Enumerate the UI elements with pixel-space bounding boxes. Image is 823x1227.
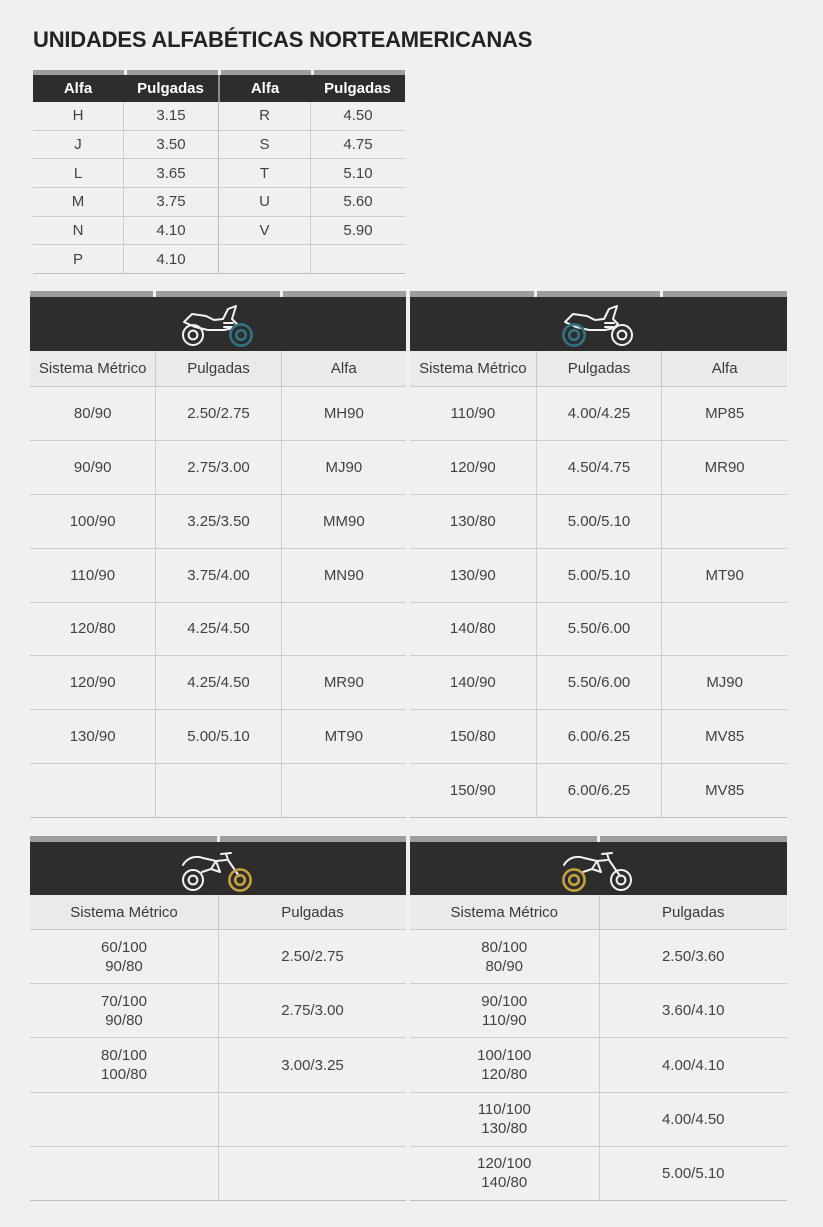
table-row: [410, 709, 787, 763]
table-row: [33, 187, 405, 216]
table-row: [30, 494, 406, 548]
icon-band: [410, 842, 787, 895]
table-row: [30, 1092, 406, 1146]
street-table-subheader: [410, 351, 787, 387]
alpha-code-cell: [661, 495, 787, 548]
table-row: [33, 102, 405, 130]
inches-size-cell: 4.50/4.75: [536, 441, 662, 494]
table-row: [30, 709, 406, 763]
inches-size-cell: [218, 1093, 406, 1146]
column-header: Pulgadas: [218, 895, 406, 929]
metric-size-line: 130/80: [481, 1120, 528, 1138]
metric-size-cell: [30, 764, 155, 817]
table-row: [30, 930, 406, 983]
alpha-code-cell: MR90: [281, 656, 406, 709]
alpha-cell: P: [72, 250, 83, 268]
inches-size-cell: 6.00/6.25: [536, 710, 662, 763]
column-header: Pulgadas: [137, 80, 204, 97]
metric-size-cell: [30, 984, 218, 1037]
alpha-code-cell: MH90: [281, 387, 406, 440]
inches-size-cell: 3.00/3.25: [218, 1038, 406, 1091]
offroad-table-subheader: [30, 895, 406, 930]
alpha-cell: N: [72, 222, 84, 240]
inches-size-cell: 5.00/5.10: [155, 710, 280, 763]
sport-motorcycle-rear-wheel-icon: [559, 301, 639, 347]
table-row: [30, 1146, 406, 1200]
street-table-body: [30, 387, 406, 818]
offroad-table-body: [30, 930, 406, 1201]
metric-size-cell: 140/90: [449, 674, 496, 692]
inches-size-cell: 5.00/5.10: [599, 1147, 788, 1200]
column-header: Sistema Métrico: [450, 903, 559, 921]
metric-size-cell: 130/90: [69, 728, 116, 746]
column-header: Sistema Métrico: [38, 360, 147, 377]
table-row: [33, 130, 405, 159]
alpha-code-cell: MJ90: [281, 441, 406, 494]
street-table-body: [410, 387, 787, 818]
metric-size-cell: 130/80: [449, 512, 496, 530]
metric-size-cell: 150/90: [449, 782, 496, 800]
metric-size-line: 100/100: [477, 1047, 532, 1064]
table-row: [410, 930, 787, 983]
alpha-cell: T: [218, 159, 310, 187]
table-row: [33, 244, 405, 273]
page-title: UNIDADES ALFABÉTICAS NORTEAMERICANAS: [33, 27, 533, 52]
metric-size-cell: 130/90: [449, 566, 496, 584]
inches-cell: 3.15: [123, 102, 218, 130]
offroad-table-body: [410, 930, 787, 1201]
alpha-cell: R: [218, 102, 310, 130]
table-row: [30, 548, 406, 602]
metric-size-line: 90/80: [105, 1011, 143, 1029]
column-header: Pulgadas: [155, 351, 280, 386]
table-row: [30, 387, 406, 440]
metric-size-line: 120/80: [481, 1066, 528, 1083]
table-row: [30, 440, 406, 494]
table-row: [33, 216, 405, 245]
metric-size-cell: 120/90: [449, 458, 496, 476]
table-row: [410, 387, 787, 440]
column-header: Alfa: [661, 351, 787, 386]
alpha-code-cell: [281, 603, 406, 656]
alpha-table-header: [33, 75, 405, 102]
inches-size-cell: 2.75/3.00: [218, 984, 406, 1037]
column-header: Sistema Métrico: [70, 903, 178, 921]
inches-size-cell: 5.50/6.00: [536, 656, 662, 709]
metric-size-cell: 140/80: [449, 620, 496, 638]
metric-size-cell: [30, 1147, 218, 1200]
icon-band: [30, 842, 406, 895]
metric-size-line: 90/100: [481, 992, 528, 1010]
inches-cell: 4.75: [310, 131, 405, 159]
inches-cell: 5.60: [310, 188, 405, 216]
metric-size-line: 70/100: [101, 992, 147, 1010]
table-row: [410, 548, 787, 602]
alpha-code-cell: MT90: [281, 710, 406, 763]
inches-size-cell: 2.50/2.75: [155, 387, 280, 440]
metric-size-line: 120/100: [477, 1155, 532, 1173]
table-row: [410, 1037, 787, 1091]
table-row: [30, 763, 406, 817]
metric-size-cell: 100/90: [69, 512, 116, 530]
metric-size-cell: 90/90: [73, 458, 112, 476]
inches-cell: 5.90: [310, 217, 405, 245]
inches-size-cell: 6.00/6.25: [536, 764, 662, 817]
metric-size-cell: 150/80: [449, 728, 496, 746]
alpha-cell: J: [74, 136, 82, 153]
inches-size-cell: 5.50/6.00: [536, 603, 662, 656]
metric-size-cell: [30, 1093, 218, 1146]
inches-size-cell: 4.25/4.50: [155, 656, 280, 709]
alpha-cell: H: [72, 107, 84, 125]
alpha-units-table: [33, 70, 405, 274]
column-header: Alfa: [281, 351, 406, 386]
inches-cell: [310, 245, 405, 273]
metric-size-cell: [410, 984, 599, 1037]
inches-cell: 3.75: [123, 188, 218, 216]
table-row: [30, 983, 406, 1037]
alpha-code-cell: [281, 764, 406, 817]
inches-size-cell: 4.00/4.10: [599, 1038, 788, 1091]
icon-band: [30, 297, 406, 351]
alpha-code-cell: [661, 603, 787, 656]
inches-size-cell: 2.50/2.75: [218, 930, 406, 983]
metric-size-cell: 110/90: [70, 566, 116, 584]
column-header: Pulgadas: [536, 351, 662, 386]
alpha-code-cell: MJ90: [661, 656, 787, 709]
table-row: [33, 158, 405, 187]
metric-size-line: 60/100: [101, 938, 147, 956]
inches-size-cell: 3.75/4.00: [155, 549, 280, 602]
inches-cell: 3.65: [123, 159, 218, 187]
inches-cell: 4.10: [123, 217, 218, 245]
table-row: [410, 1092, 787, 1146]
alpha-code-cell: MP85: [661, 387, 787, 440]
inches-size-cell: 4.25/4.50: [155, 603, 280, 656]
metric-size-cell: 80/90: [73, 404, 112, 422]
table-row: [410, 1146, 787, 1200]
table-top-strip: [30, 291, 406, 297]
inches-size-cell: 5.00/5.10: [536, 495, 662, 548]
metric-size-cell: [410, 1093, 599, 1146]
table-row: [410, 602, 787, 656]
street-tire-tables: [30, 291, 823, 818]
alpha-code-cell: MM90: [281, 495, 406, 548]
inches-size-cell: [155, 764, 280, 817]
metric-size-cell: [410, 930, 599, 983]
inches-cell: 3.50: [123, 131, 218, 159]
alpha-code-cell: MN90: [281, 549, 406, 602]
inches-size-cell: [218, 1147, 406, 1200]
street-table-subheader: [30, 351, 406, 387]
metric-size-line: 110/100: [477, 1101, 531, 1119]
table-row: [30, 602, 406, 656]
sport-motorcycle-front-wheel-icon: [178, 301, 258, 347]
offroad-front-tire-table: [30, 836, 406, 1201]
inches-cell: 4.50: [310, 102, 405, 130]
column-header: Pulgadas: [324, 80, 391, 97]
inches-size-cell: 3.25/3.50: [155, 495, 280, 548]
table-row: [410, 494, 787, 548]
offroad-rear-tire-table: [410, 836, 787, 1201]
table-row: [30, 1037, 406, 1091]
alpha-cell: V: [218, 217, 310, 245]
alpha-cell: L: [73, 164, 83, 182]
inches-size-cell: 3.60/4.10: [599, 984, 788, 1037]
inches-cell: 5.10: [310, 159, 405, 187]
metric-size-line: 80/90: [485, 957, 524, 975]
table-row: [410, 440, 787, 494]
street-front-tire-table: [30, 291, 406, 818]
column-header: Alfa: [218, 75, 310, 102]
metric-size-cell: [410, 1147, 599, 1200]
metric-size-line: 100/80: [101, 1066, 147, 1083]
metric-size-line: 80/100: [101, 1047, 147, 1064]
table-row: [410, 983, 787, 1037]
offroad-tire-tables: [30, 836, 823, 1201]
table-row: [410, 655, 787, 709]
dirt-motorcycle-rear-wheel-icon: [559, 846, 639, 892]
metric-size-cell: 120/90: [69, 674, 116, 692]
alpha-code-cell: MV85: [661, 710, 787, 763]
dirt-motorcycle-front-wheel-icon: [178, 846, 258, 892]
column-header: Alfa: [63, 80, 93, 97]
icon-band: [410, 297, 787, 351]
alpha-code-cell: MT90: [661, 549, 787, 602]
metric-size-line: 110/90: [481, 1011, 527, 1029]
table-row: [30, 655, 406, 709]
inches-size-cell: 2.75/3.00: [155, 441, 280, 494]
alpha-code-cell: MV85: [661, 764, 787, 817]
inches-cell: 4.10: [123, 245, 218, 273]
column-header: Sistema Métrico: [419, 360, 527, 377]
metric-size-line: 90/80: [105, 957, 143, 975]
alpha-code-cell: MR90: [661, 441, 787, 494]
alpha-cell: [218, 245, 310, 273]
inches-size-cell: 4.00/4.25: [536, 387, 662, 440]
metric-size-line: 140/80: [481, 1174, 528, 1192]
metric-size-cell: [30, 930, 218, 983]
metric-size-line: 80/100: [481, 938, 528, 956]
inches-size-cell: 2.50/3.60: [599, 930, 788, 983]
table-row: [410, 763, 787, 817]
metric-size-cell: [30, 1038, 218, 1091]
metric-size-cell: 120/80: [69, 620, 116, 638]
street-rear-tire-table: [410, 291, 787, 818]
metric-size-cell: 110/90: [450, 404, 496, 422]
alpha-cell: M: [71, 193, 85, 211]
alpha-cell: S: [218, 131, 310, 159]
inches-size-cell: 5.00/5.10: [536, 549, 662, 602]
column-header: Pulgadas: [599, 895, 788, 929]
inches-size-cell: 4.00/4.50: [599, 1093, 788, 1146]
metric-size-cell: [410, 1038, 599, 1091]
alpha-table-body: [33, 102, 405, 274]
alpha-cell: U: [218, 188, 310, 216]
table-top-strip: [410, 291, 787, 297]
offroad-table-subheader: [410, 895, 787, 930]
